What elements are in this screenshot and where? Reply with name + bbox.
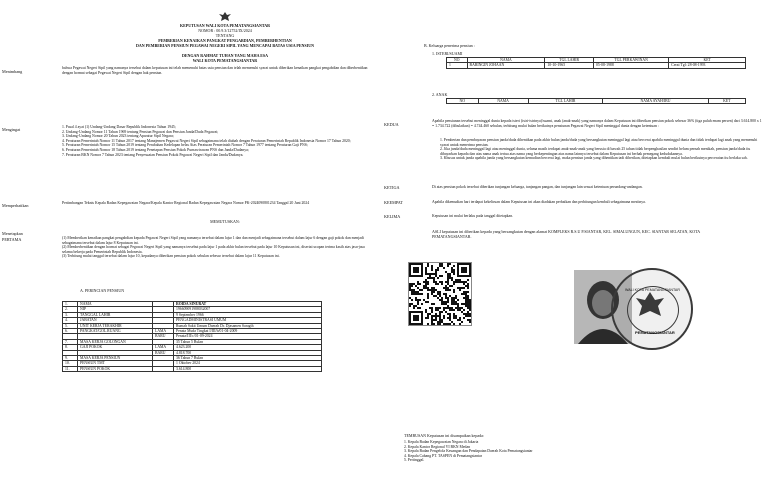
row-value: Penata Muda Tingkat I/III/b/01-04-2009 [174,329,322,334]
table-cell: 1 [447,63,468,68]
row-sub-label: BARU [153,334,174,339]
row-value: 4.818.700 [174,350,322,355]
row-value: 1 Oktober 2024 [174,361,322,366]
column-header: TGL LAHIR [545,58,594,63]
row-number: 1. [63,302,78,307]
row-label: JABATAN [78,318,153,323]
row-number: 8. [63,345,78,350]
menimbang-label: Menimbang [2,69,23,74]
row-number: 2. [63,307,78,312]
row-number: 5. [63,323,78,328]
table-row [447,63,746,68]
column-header: KET [669,58,746,63]
row-number: 6. [63,329,78,334]
row-label: MASA KERJA GOLONGAN [78,339,153,344]
asli-text: ASLI keputusan ini diberikan kepada yang bersangkutan dengan alamat KOMPLEKS R.S.U P.SIANTAR, KEL. SIMALUNGUN, KEC. SIANTAR SELATAN, KOTA PEMATANGSIANTAR. [432,229,700,239]
pertama-item: (2) Memberhentikan dengan hormat sebagai Pegawai Negeri Sipil yang namanya tersebut pada lajur 1 pada akhir bulan tersebut pada lajur 10 Keputusan ini, disertai ucapan terima kasih atas jasa-jasa selama bekerja pada Pemerintah Republik Indonesia. [62,245,365,254]
row-number: 11. [63,366,78,371]
memperhatikan-label: Memperhatikan [2,203,29,208]
qr-code-icon [409,263,471,325]
mengingat-item: 2. Undang-Undang Nomor 11 Tahun 1969 tentang Pensiun Pegawai dan Pensiun Janda/Duda Pegawai; [62,129,219,134]
kelima-text: Keputusan ini mulai berlaku pada tanggal ditetapkan. [432,214,514,218]
row-value: Rumah Sakit Umum Daerah Dr. Djasamen Saragih [174,323,322,328]
table-row [63,366,322,371]
row-label: PENSIUN TMT [78,361,153,366]
row-number: 9. [63,356,78,361]
section-a-title: A. PERINCIAN PENSIUN [80,288,125,293]
row-value: PENGADMINISTRASI UMUM [174,318,322,323]
tembusan-item: 4. Kepala Cabang PT. TASPEN di Pematangsiantar [404,453,483,458]
row-sub-label [153,366,174,371]
memutuskan-heading: MEMUTUSKAN: [210,219,240,224]
row-label: NAMA [78,302,153,307]
row-label: MASA KERJA PENSIUN [78,356,153,361]
memperhatikan-text: Pertimbangan Teknis Kepala Badan Kepegawaian Negara/Kepala Kantor Regional Badan Kepegawaian Negara Nomor PK-2024090801234 Tanggal 20 Juni 2024 [62,201,310,205]
kedua-item: 3. Khusus untuk janda apabila janda yang bersangkutan kemudian bercerai lagi, maka pensiun janda yang dihentikan tadi diberikan, ditetapkan kembali mulai bulan berikutnya perceraian itu berlaku sah. [440,156,748,161]
garuda-emblem-icon [219,12,231,22]
pertama-item: (3) Terhitung mulai tanggal tersebut dalam lajur 10, kepadanya diberikan pensiun pokok sebulan sebesar tersebut dalam lajur 11 Keputusan ini. [62,254,280,259]
row-label: GAJI POKOK [78,345,153,350]
decree-subject-line-2: DAN PEMBERIAN PENSIUN PEGAWAI NEGERI SIPIL YANG MENCAPAI BATAS USIA PENSIUN [136,43,314,48]
row-value: Penata/III/c/01-09-2024 [174,334,322,339]
row-number: 4. [63,318,78,323]
istri-label: 1. ISTERI/SUAMI [432,51,463,56]
spouse-table [446,57,746,69]
tembusan-item: 2. Kepala Kantor Regional VI BKN Medan [404,444,471,449]
column-header: NO [447,99,479,104]
seal-text-bottom: PEMATANGSIANTAR [635,330,675,335]
mengingat-list [62,125,372,157]
menimbang-text: bahwa Pegawai Negeri Sipil yang namanya tersebut dalam keputusan ini telah memenuhi batas usia pensiun dan telah memenuhi syarat untuk diberikan kenaikan pangkat pengabdian dan diberhentikan dengan hormat sebagai Pegawai Negeri Sipil dengan hak pensiun. [62,66,368,75]
table-cell: BARINGIN JOHAAN [467,63,545,68]
column-header: TGL LAHIR [528,99,603,104]
seal-text-top: WALI KOTA PEMATANGSIANTAR [625,288,680,292]
kedua-item: 1. Pemberian dan pembayaran pensiun janda/duda dihentikan pada akhir bulan janda/duda yang bersangkutan meninggal lagi atau bercerai apabila meninggal dunia dan tidak terdapat lagi anak yang memenuhi syarat untuk menerima pensiun. [440,138,758,147]
mengingat-item: 4. Peraturan Pemerintah Nomor 11 Tahun 2017 tentang Manajemen Pegawai Negeri Sipil sebagaimana telah diubah dengan Peraturan Pemerintah Republik Indonesia Nomor 17 Tahun 2020; [62,138,351,143]
qr-code [408,262,472,326]
row-sub-label: LAMA [153,345,174,350]
row-label: PANGKAT/GOL.RUANG [78,329,153,334]
tembusan-item: 5. Pertinggal. [404,458,425,463]
column-header: NO [447,58,468,63]
row-label: UNIT KERJA TERAKHIR [78,323,153,328]
mengingat-item: 7. Peraturan BKN Nomor 7 Tahun 2023 tentang Penyesuaian Pensiun Pokok Pegawai Negeri Sipil dan Janda/Dudanya. [62,152,244,157]
table-cell: 05-08-1988 [594,63,669,68]
column-header: NAMA [467,58,545,63]
decree-number: NOMOR : 00.9.3/12752/IX/2024 [198,28,252,33]
row-value: 196609091988032007 [174,307,322,312]
row-number: 7. [63,339,78,344]
keempat-label: KEEMPAT [384,200,403,205]
mengingat-item: 1. Pasal 4 ayat (1) Undang-Undang Dasar Republik Indonesia Tahun 1945; [62,125,176,129]
mengingat-item: 5. Peraturan Pemerintah Nomor 15 Tahun 2019 tentang Perubahan Kedelapan belas Atas Peraturan Pemerintah Nomor 7 Tahun 1977 tentang Peraturan Gaji PNS; [62,143,308,148]
decree-page-right [384,0,768,498]
tembusan-title: TEMBUSAN Keputusan ini disampaikan kepada: [404,433,484,438]
decree-wali: WALI KOTA PEMATANGSIANTAR [192,58,258,63]
kedua-list [440,138,764,161]
anak-label: 2. ANAK [432,92,448,97]
column-header: KET [708,99,745,104]
row-value: 3.614.800 [174,366,322,371]
section-b-title: B. Keluarga penerima pensiun : [424,43,475,48]
pertama-label: PERTAMA [2,237,22,242]
children-table [446,98,746,104]
table-cell: Cerai Tgl: 28-08-1993 [669,63,746,68]
row-value: 36 Tahun 7 Bulan [174,356,322,361]
kedua-text: Apabila pensiunan tersebut meninggal dunia kepada isteri (istri-istrinya)/suami, anak (anak-anak) yang namanya dalam Keputusan ini diberikan pensiun pokok sebesar 36% (tiga puluh enam persen) dari 3.614.800 x 1 = 1.734.722 (dibulatkan) = 4.744.460 sebulan, terhitung mulai bulan berikutnya pensiunan Pegawai Negeri Sipil meninggal dunia dengan ketentuan : [432,119,762,128]
decree-grace: DENGAN RAHMAT TUHAN YANG MAHA ESA [181,53,269,58]
tembusan-item: 3. Kepala Badan Pengelola Keuangan dan Pendapatan Daerah Kota Pematangsiantar [404,449,533,454]
row-value: ROIDA SINURAT [174,302,322,307]
row-label: TANGGAL LAHIR [78,312,153,317]
pertama-item: (1) Memberikan kenaikan pangkat pengabdian kepada Pegawai Negeri Sipil yang namanya tersebut dalam lajur 1 dan dan menjadi sebagaimana tersebut dalam lajur 6 dengan gaji pokok dan menjadi sebagaimana tersebut dalam lajur 8 Keputusan ini. [62,236,364,245]
row-value: 4.623.200 [174,345,322,350]
row-value: 9 September 1966 [174,312,322,317]
tembusan-list [404,440,734,463]
column-header: NAMA [478,99,528,104]
decree-subject-line-1: PEMBERIAN KENAIKAN PANGKAT PENGABDIAN, PEMBERHENTIAN [158,38,292,43]
kedua-item: 2. Jika janda/duda meninggal lagi atau meninggal dunia, selama masih terdapat anak-anak-anak yang berusia di bawah 25 tahun tidak berpenghasilan sendiri belum pernah menikah, pensiun janda/duda itu dibayarkan kepada dan atas nama anak tertua atas nama yang berkepentingan atas nama lainnya tersebut dalam Keputusan ini berhak pemegang kedudukannya. [440,147,751,156]
row-label: PENSIUN POKOK [78,366,153,371]
table-header-row [447,99,746,104]
mengingat-item: 3. Undang-Undang Nomor 20 Tahun 2023 tentang Aparatur Sipil Negara; [62,134,174,139]
menetapkan-label: Menetapkan [2,231,23,236]
ketiga-label: KETIGA [384,185,400,190]
row-value: 35 Tahun 5 Bulan [174,339,322,344]
kedua-label: KEDUA [384,122,399,127]
mengingat-item: 6. Peraturan Pemerintah Nomor 18 Tahun 2019 tentang Penetapan Pensiun Pokok Purnawirawan PNS dan Janda/Dudanya; [62,147,249,152]
pension-detail-table [62,301,322,372]
kelima-label: KELIMA [384,214,401,219]
column-header: TGL PERKAWINAN [594,58,669,63]
row-sub-label: BARU [153,350,174,355]
decree-tentang: TENTANG [215,33,235,38]
row-label: NIP [78,307,153,312]
row-sub-label: LAMA [153,329,174,334]
official-seal-stamp [611,268,693,350]
tembusan-item: 1. Kepala Badan Kepegawaian Negara di Jakarta [404,440,479,444]
decree-title: KEPUTUSAN WALI KOTA PEMATANGSIANTAR [180,23,270,28]
row-number: 3. [63,312,78,317]
column-header: NAMA AYAH/IBU [603,99,708,104]
keempat-text: Apabila dikemudian hari terdapat kekeliruan dalam Keputusan ini akan diadakan perbaikan dan perhitungan kembali sebagaimana mestinya. [432,200,646,204]
pertama-list [62,236,374,259]
table-cell: 10-10-1965 [545,63,594,68]
ketiga-text: Di atas pensiun pokok tersebut diberikan tunjangan keluarga, tunjangan pangan, dan tunjangan lain sesuai ketentuan perundang-undangan. [432,185,643,189]
row-number: 10. [63,361,78,366]
mengingat-label: Mengingat [2,127,21,132]
